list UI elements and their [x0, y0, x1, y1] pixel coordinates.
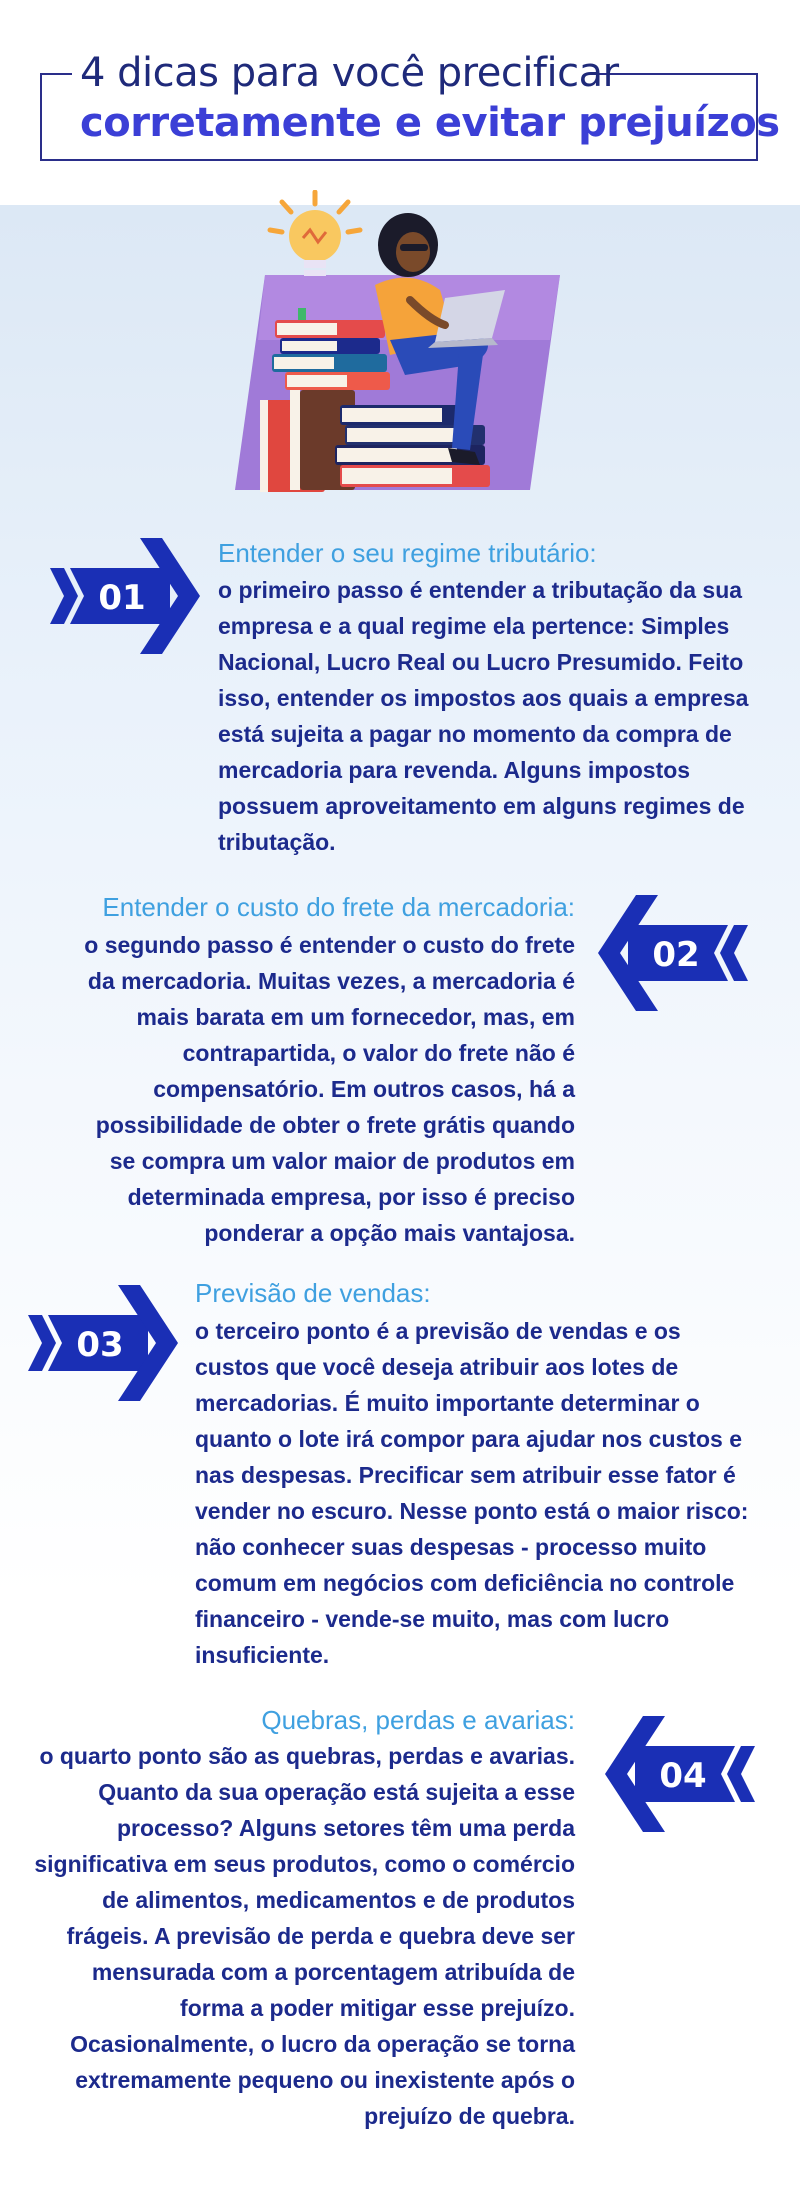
- light-bulb-icon: [270, 192, 360, 276]
- tip-3-line: mercadorias. É muito importante determinar o: [195, 1390, 700, 1416]
- chevron-right-icon: [720, 925, 748, 981]
- tip-4-line: frágeis. A previsão de perda e quebra deve ser: [66, 1923, 575, 1949]
- tip-2-line: o segundo passo é entender o custo do frete: [84, 932, 575, 958]
- tip-1-line: mercadoria para revenda. Alguns impostos: [218, 757, 691, 783]
- tip-2-line: da mercadoria. Muitas vezes, a mercadoria é: [87, 968, 575, 994]
- tip-1-line: tributação.: [218, 829, 336, 855]
- tip-3-body: [195, 1313, 785, 1673]
- title-frame-line-left: [40, 73, 72, 75]
- tip-4-line: extremamente pequeno ou inexistente após o: [75, 2067, 575, 2093]
- tip-2-line: compensatório. Em outros casos, há a: [153, 1076, 575, 1102]
- tip-4-line: prejuízo de quebra.: [364, 2103, 575, 2129]
- tip-3-line: vender no escuro. Nesse ponto está o maior risco:: [195, 1498, 749, 1524]
- tip-1-line: empresa e a qual regime ela pertence: Simples: [218, 613, 730, 639]
- woman-on-books-illustration: [230, 190, 570, 495]
- tip-4-line: o quarto ponto são as quebras, perdas e avarias.: [39, 1743, 575, 1769]
- tip-1-line: isso, entender os impostos aos quais a empresa: [218, 685, 749, 711]
- tip-4-line: mensurada com a porcentagem atribuída de: [91, 1959, 575, 1985]
- tip-number-02: 02: [652, 935, 700, 975]
- tip-2-line: se compra um valor maior de produtos em: [109, 1148, 575, 1174]
- tip-number-04: 04: [659, 1756, 707, 1796]
- tip-1-line: possuem aproveitamento em alguns regimes de: [218, 793, 745, 819]
- tip-4-line: processo? Alguns setores têm uma perda: [116, 1815, 575, 1841]
- tip-3-line: financeiro - vende-se muito, mas com lucro: [195, 1606, 670, 1632]
- tip-4-line: significativa em seus produtos, como o comércio: [34, 1851, 575, 1877]
- tip-2-line: contrapartida, o valor do frete não é: [182, 1040, 575, 1066]
- badge-04: [605, 1716, 755, 1832]
- tip-number-03: 03: [76, 1325, 124, 1365]
- tip-4-line: Ocasionalmente, o lucro da operação se torna: [70, 2031, 575, 2057]
- tip-4-title: Quebras, perdas e avarias:: [261, 1705, 575, 1735]
- tip-3-line: nas despesas. Precificar sem atribuir esse fator é: [195, 1462, 736, 1488]
- tip-4-body: [0, 1738, 575, 2134]
- tip-2-line: possibilidade de obter o frete grátis quando: [95, 1112, 575, 1138]
- tip-2-line: determinada empresa, por isso é preciso: [127, 1184, 575, 1210]
- tip-2-line: ponderar a opção mais vantajosa.: [204, 1220, 575, 1246]
- tip-4-line: Quanto da sua operação está sujeita a esse: [98, 1779, 575, 1805]
- tip-3-line: insuficiente.: [195, 1642, 330, 1668]
- tip-1-line: está sujeita a pagar no momento da compra de: [218, 721, 732, 747]
- tip-2-line: mais barata em um fornecedor, mas, em: [136, 1004, 575, 1030]
- tip-number-01: 01: [98, 578, 146, 618]
- tip-1-line: o primeiro passo é entender a tributação da sua: [218, 577, 743, 603]
- badge-02: [598, 895, 748, 1011]
- tip-4-line: forma a poder mitigar esse prejuízo.: [180, 1995, 575, 2021]
- tip-3-line: comum em negócios com deficiência no controle: [195, 1570, 735, 1596]
- tip-3-line: não conhecer suas despesas - processo muito: [195, 1534, 707, 1560]
- badge-01: [50, 538, 200, 654]
- badge-03: [28, 1285, 178, 1401]
- tip-2-body: [15, 927, 575, 1251]
- tip-2-title: Entender o custo do frete da mercadoria:: [102, 892, 575, 922]
- tip-3-title: Previsão de vendas:: [195, 1278, 431, 1308]
- tip-1-body: [218, 572, 778, 860]
- page-title-line2: corretamente e evitar prejuízos: [80, 100, 780, 146]
- tip-4-line: de alimentos, medicamentos e de produtos: [102, 1887, 575, 1913]
- tip-3-line: quanto o lote irá compor para ajudar nos custos e: [195, 1426, 742, 1452]
- tip-3-line: custos que você deseja atribuir aos lotes de: [195, 1354, 679, 1380]
- tip-3-line: o terceiro ponto é a previsão de vendas e os: [195, 1318, 681, 1344]
- page-title-line1: 4 dicas para você precificar: [80, 50, 619, 96]
- chevron-right-icon: [727, 1746, 755, 1802]
- chevron-left-icon: [28, 1315, 56, 1371]
- tip-1-line: Nacional, Lucro Real ou Lucro Presumido. Feito: [218, 649, 744, 675]
- tip-1-title: Entender o seu regime tributário:: [218, 538, 597, 568]
- chevron-left-icon: [50, 568, 78, 624]
